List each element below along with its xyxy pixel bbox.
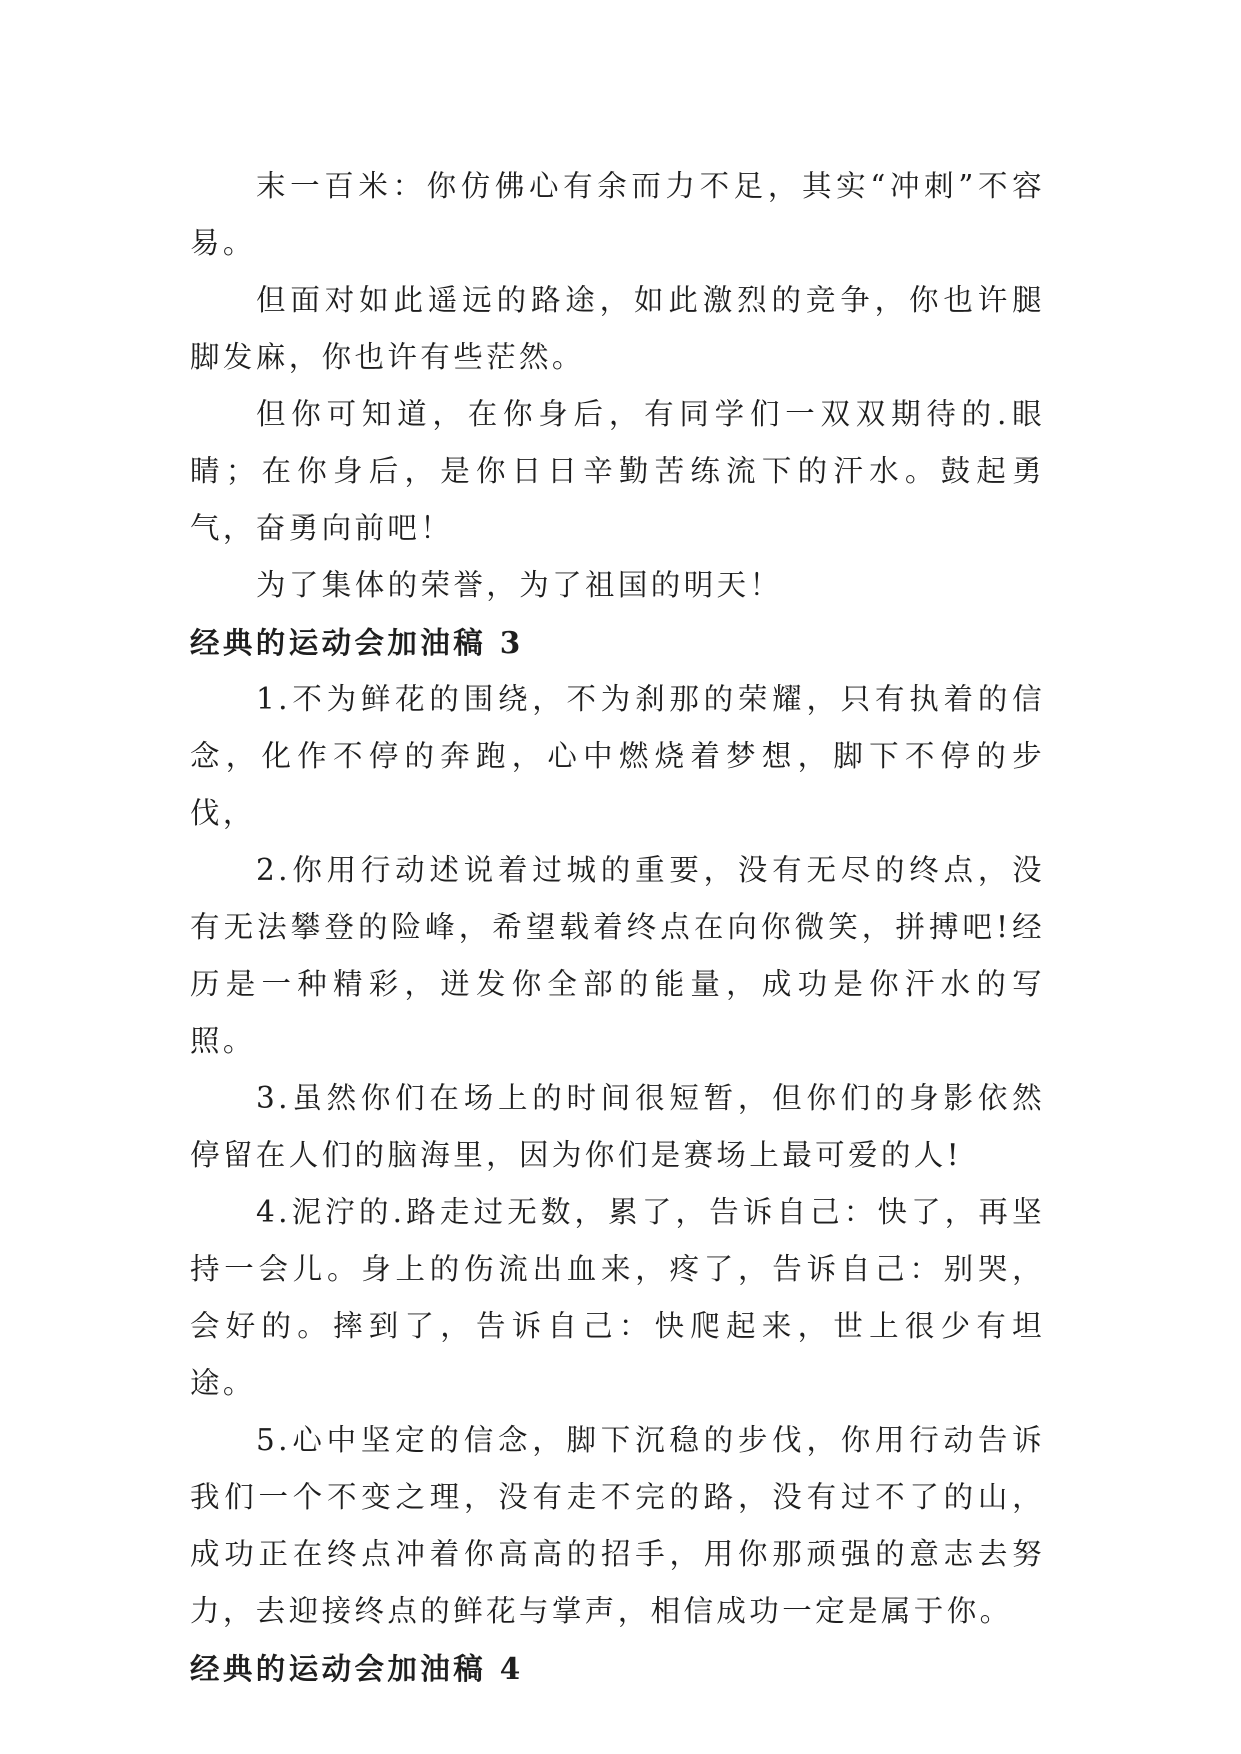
section-heading-4: 经典的运动会加油稿 4	[190, 1651, 524, 1686]
paragraph-behind-you: 但你可知道，在你身后，有同学们一双双期待的.眼睛；在你身后，是你日日辛勤苦练流下的汗水。鼓起勇气，奋勇向前吧！	[190, 397, 1045, 545]
section-heading-3: 经典的运动会加油稿 3	[190, 625, 524, 660]
list-item-3: 3.虽然你们在场上的时间很短暂，但你们的身影依然停留在人们的脑海里，因为你们是赛场上最可爱的人!	[190, 1081, 1045, 1172]
paragraph-long-road: 但面对如此遥远的路途，如此激烈的竞争，你也许腿脚发麻，你也许有些茫然。	[190, 283, 1045, 374]
paragraph-for-the-collective: 为了集体的荣誉，为了祖国的明天！	[256, 568, 783, 602]
paragraph-final-hundred-meters: 末一百米：你仿佛心有余而力不足，其实“冲刺”不容易。	[190, 169, 1045, 260]
list-item-2: 2.你用行动述说着过城的重要，没有无尽的终点，没有无法攀登的险峰，希望载着终点在向你微笑，拼搏吧!经历是一种精彩，迸发你全部的能量，成功是你汗水的写照。	[190, 853, 1045, 1058]
document-body	[190, 158, 1045, 1697]
list-item-1: 1.不为鲜花的围绕，不为刹那的荣耀，只有执着的信念，化作不停的奔跑，心中燃烧着梦想，脚下不停的步伐，	[190, 682, 1045, 830]
list-item-4: 4.泥泞的.路走过无数，累了，告诉自己：快了，再坚持一会儿。身上的伤流出血来，疼了，告诉自己：别哭，会好的。摔到了，告诉自己：快爬起来，世上很少有坦途。	[190, 1195, 1045, 1400]
list-item-5: 5.心中坚定的信念，脚下沉稳的步伐，你用行动告诉我们一个不变之理，没有走不完的路，没有过不了的山，成功正在终点冲着你高高的招手，用你那顽强的意志去努力，去迎接终点的鲜花与掌声，相信成功一定是属于你。	[190, 1423, 1045, 1628]
